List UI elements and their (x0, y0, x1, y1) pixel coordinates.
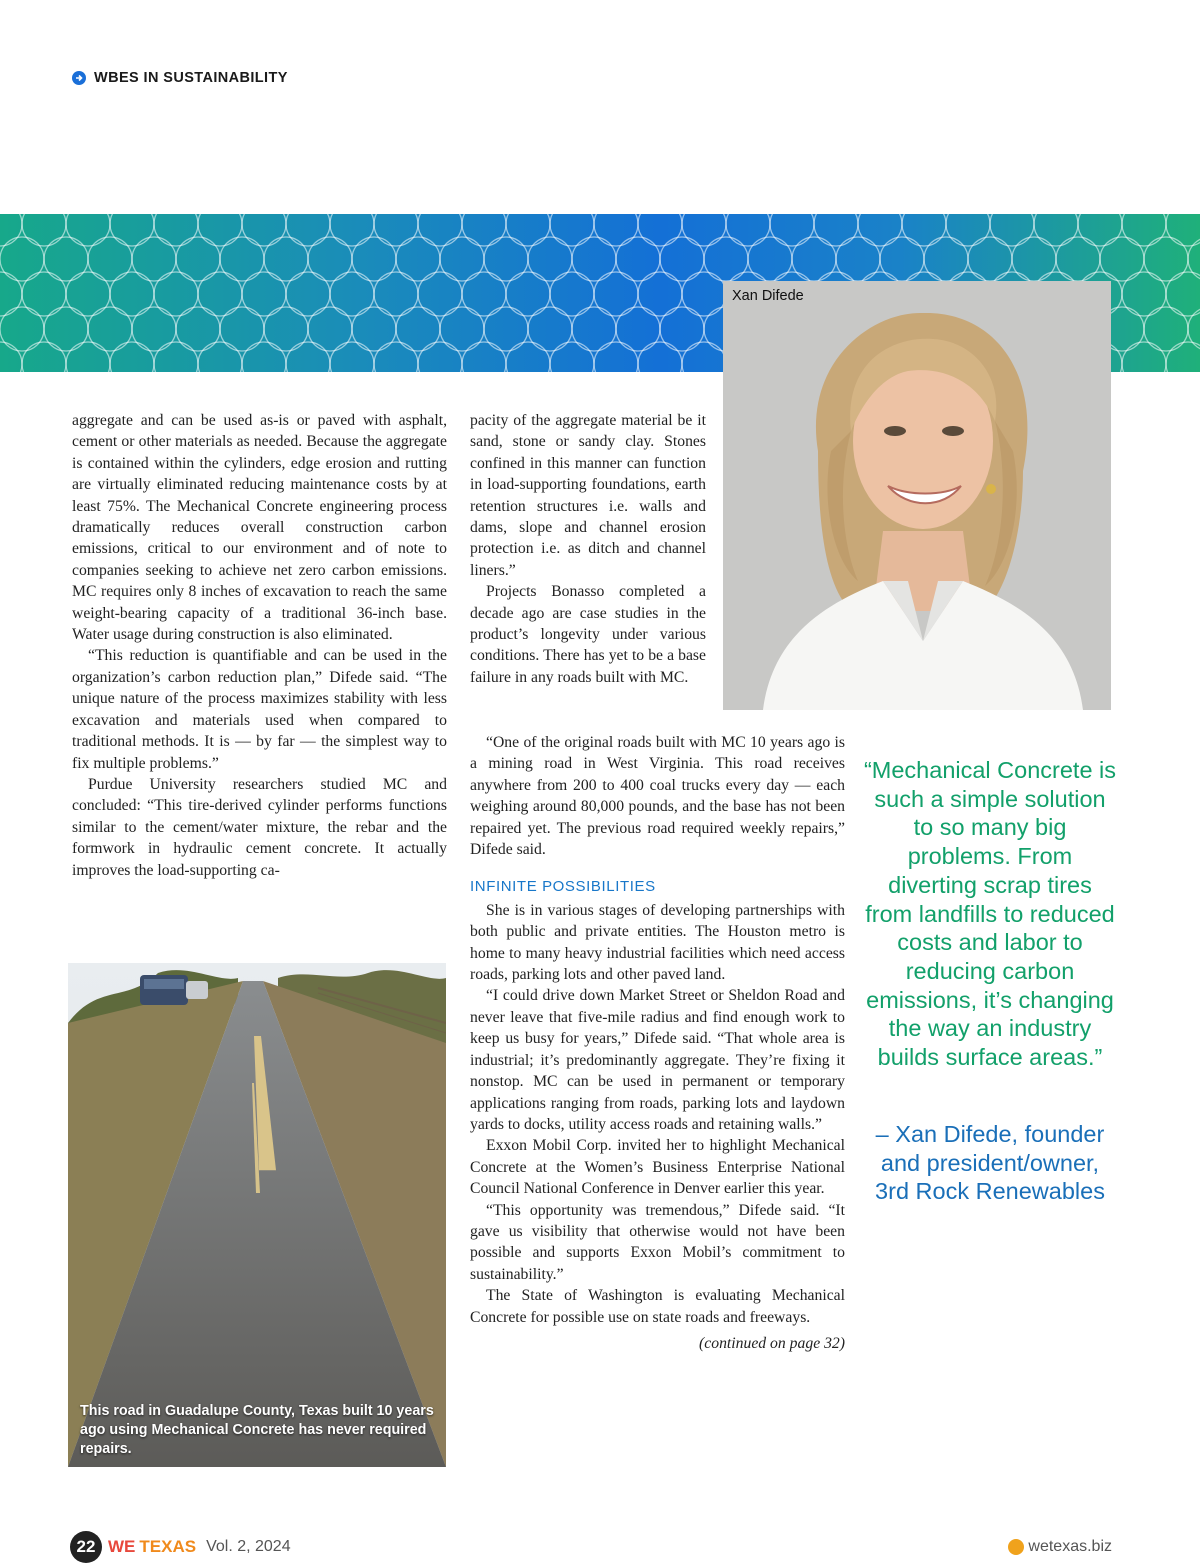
magazine-name-texas: TEXAS (139, 1537, 197, 1556)
paragraph: Projects Bonasso completed a decade ago are case studies in the product’s longevity under various conditions. There has yet to be a base failure in any roads built with MC. (470, 583, 706, 686)
section-subhead: INFINITE POSSIBILITIES (470, 878, 656, 896)
section-title: WBES IN SUSTAINABILITY (94, 70, 288, 86)
pattern-circle (572, 307, 616, 351)
pattern-circle (462, 272, 506, 316)
pattern-circle (572, 237, 616, 281)
pattern-circle (1100, 237, 1144, 281)
pattern-circle (616, 307, 660, 351)
arrow-right-icon (72, 71, 86, 85)
pattern-circle (374, 272, 418, 316)
pattern-circle (66, 214, 110, 246)
pattern-circle (66, 272, 110, 316)
pattern-circle (286, 342, 330, 372)
pattern-circle (1144, 237, 1188, 281)
pattern-circle (352, 307, 396, 351)
pattern-circle (550, 342, 594, 372)
pattern-circle (330, 214, 374, 246)
pattern-circle (0, 214, 22, 246)
pattern-circle (594, 214, 638, 246)
pattern-circle (1122, 342, 1166, 372)
article-column-2-wide (470, 732, 845, 1354)
pattern-circle (682, 342, 726, 372)
pattern-circle (1078, 214, 1122, 246)
pattern-circle (242, 342, 286, 372)
pattern-circle (176, 237, 220, 281)
paragraph: “This opportunity was tremendous,” Difede said. “It gave us visibility that otherwise would not have been possible and supports Exxon Mobil’s commitment to sustainability.” (470, 1201, 845, 1283)
continued-note: (continued on page 32) (699, 1334, 845, 1352)
pattern-circle (748, 237, 792, 281)
pattern-circle (638, 214, 682, 246)
pattern-circle (286, 272, 330, 316)
pattern-circle (550, 272, 594, 316)
pattern-circle (242, 272, 286, 316)
pattern-circle (1166, 214, 1200, 246)
paragraph: The State of Washington is evaluating Mechanical Concrete for possible use on state roads and freeways. (470, 1287, 845, 1326)
pattern-circle (528, 307, 572, 351)
paragraph: Exxon Mobil Corp. invited her to highlight Mechanical Concrete at the Women’s Business Enterprise National Council National Conference in Denver earlier this year. (470, 1137, 845, 1198)
pattern-circle (968, 237, 1012, 281)
pattern-circle (0, 307, 44, 351)
pattern-circle (946, 214, 990, 246)
pattern-circle (1034, 214, 1078, 246)
pattern-circle (880, 237, 924, 281)
magazine-name-we: WE (108, 1537, 136, 1556)
pattern-circle (110, 214, 154, 246)
pattern-circle (418, 214, 462, 246)
pattern-circle (176, 307, 220, 351)
pattern-circle (506, 214, 550, 246)
pattern-circle (484, 237, 528, 281)
pattern-circle (242, 214, 286, 246)
pattern-circle (660, 307, 704, 351)
pattern-circle (1122, 214, 1166, 246)
pattern-circle (220, 237, 264, 281)
pattern-circle (22, 342, 66, 372)
footer-masthead (70, 1531, 291, 1563)
pattern-circle (330, 272, 374, 316)
portrait-caption: Xan Difede (732, 288, 804, 304)
article-column-2-narrow (470, 410, 706, 688)
pattern-circle (396, 237, 440, 281)
website-link[interactable]: wetexas.biz (1028, 1538, 1112, 1555)
pull-quote-attribution: – Xan Difede, founder and president/owner, 3rd Rock Renewables (875, 1121, 1105, 1205)
pattern-circle (132, 307, 176, 351)
pattern-circle (374, 342, 418, 372)
pattern-circle (418, 272, 462, 316)
pattern-circle (110, 272, 154, 316)
pattern-circle (0, 342, 22, 372)
pattern-circle (550, 214, 594, 246)
pattern-circle (198, 214, 242, 246)
pattern-circle (110, 342, 154, 372)
pattern-circle (990, 214, 1034, 246)
pattern-circle (638, 342, 682, 372)
article-column-1 (72, 410, 447, 881)
pull-quote: “Mechanical Concrete is such a simple solution to so many big problems. From diverting scrap tires from landfills to reduced costs and labor to reducing carbon emissions, it’s changing the way an industry builds surface areas.” (863, 757, 1117, 1071)
pattern-circle (418, 342, 462, 372)
pattern-circle (374, 214, 418, 246)
paragraph: Purdue University researchers studied MC and concluded: “This tire-derived cylinder performs functions similar to the cement/water mixture, the rebar and the formwork in hydraulic cement concrete. It actually improves the load-supporting ca- (72, 775, 447, 879)
pattern-circle (506, 342, 550, 372)
pattern-circle (814, 214, 858, 246)
pattern-circle (286, 214, 330, 246)
pattern-circle (220, 307, 264, 351)
pattern-circle (0, 237, 44, 281)
pattern-circle (22, 214, 66, 246)
paragraph: “This reduction is quantifiable and can be used in the organization’s carbon reduction plan,” Difede said. “The unique nature of the process maximizes stability with less excavation and materials used when compared to traditional methods. It is — by far — the simplest way to fix multiple problems.” (72, 647, 447, 772)
pattern-circle (154, 272, 198, 316)
pattern-circle (396, 307, 440, 351)
pattern-circle (1122, 272, 1166, 316)
paragraph: She is in various stages of developing partnerships with both public and private entities. The Houston metro is home to many heavy industrial facilities which need access roads, parking lots and other paved land. (470, 901, 845, 984)
pattern-circle (462, 214, 506, 246)
paragraph: “One of the original roads built with MC 10 years ago is a mining road in West Virginia. This road receives anywhere from 200 to 400 coal trucks every day — each weighing around 80,000 pounds, and the base has not been repaired yet. The previous road required weekly repairs,” Difede said. (470, 734, 845, 859)
pattern-circle (330, 342, 374, 372)
pattern-circle (198, 272, 242, 316)
pattern-circle (792, 237, 836, 281)
pattern-circle (726, 214, 770, 246)
pattern-circle (352, 237, 396, 281)
pattern-circle (1056, 237, 1100, 281)
pattern-circle (902, 214, 946, 246)
pattern-circle (66, 342, 110, 372)
pattern-circle (616, 237, 660, 281)
pattern-circle (594, 272, 638, 316)
pattern-circle (594, 342, 638, 372)
pattern-circle (440, 307, 484, 351)
globe-icon (1008, 1539, 1024, 1555)
pattern-circle (682, 272, 726, 316)
pattern-circle (682, 214, 726, 246)
volume-label: Vol. 2, 2024 (206, 1538, 291, 1555)
pattern-circle (462, 342, 506, 372)
pattern-circle (308, 307, 352, 351)
pattern-circle (1166, 342, 1200, 372)
pattern-circle (44, 237, 88, 281)
pattern-circle (308, 237, 352, 281)
pattern-circle (154, 342, 198, 372)
pattern-circle (660, 237, 704, 281)
pattern-circle (506, 272, 550, 316)
pattern-circle (264, 307, 308, 351)
pattern-circle (440, 237, 484, 281)
paragraph: pacity of the aggregate material be it sand, stone or sandy clay. Stones confined in this manner can function in load-supporting foundations, earth retention structures i.e. walls and dams, slope and channel erosion protection i.e. as ditch and channel liners.” (470, 412, 706, 579)
pattern-circle (924, 237, 968, 281)
page-number: 22 (70, 1531, 102, 1563)
pattern-circle (770, 214, 814, 246)
pattern-circle (836, 237, 880, 281)
pattern-circle (1012, 237, 1056, 281)
road-photo-caption: This road in Guadalupe County, Texas built 10 years ago using Mechanical Concrete has never required repairs. (80, 1403, 434, 1457)
footer-website[interactable] (1008, 1538, 1112, 1556)
pattern-circle (528, 237, 572, 281)
paragraph: aggregate and can be used as-is or paved with asphalt, cement or other materials as needed. Because the aggregate is contained within the cylinders, edge erosion and rutting are virtually eliminated reducing maintenance costs by at least 75%. The Mechanical Concrete engineering process dramatically reduces overall construction carbon emissions, critical to our environment and of note to companies seeking to achieve net zero carbon emissions. MC requires only 8 inches of excavation to reach the same weight-bearing capacity of a traditional 36-inch base. Water usage during construction is also eliminated. (72, 412, 447, 644)
pattern-circle (22, 272, 66, 316)
pattern-circle (88, 307, 132, 351)
pattern-circle (1166, 272, 1200, 316)
road-photo (68, 963, 446, 1467)
pattern-circle (44, 307, 88, 351)
pattern-circle (198, 342, 242, 372)
pattern-circle (704, 237, 748, 281)
pattern-circle (154, 214, 198, 246)
paragraph: “I could drive down Market Street or Sheldon Road and never leave that five-mile radius and find enough work to keep us busy for years,” Difede said. “That whole area is industrial; it’s predominantly aggregate. They’re fixing it nonstop. MC can be used in permanent or temporary applications ranging from roads, parking lots and laydown yards to docks, utility access roads and retaining walls.” (470, 987, 845, 1133)
pattern-circle (1144, 307, 1188, 351)
pattern-circle (88, 237, 132, 281)
pattern-circle (132, 237, 176, 281)
pattern-circle (484, 307, 528, 351)
pattern-circle (264, 237, 308, 281)
pattern-circle (638, 272, 682, 316)
portrait-photo (723, 281, 1111, 710)
pattern-circle (858, 214, 902, 246)
section-label (72, 70, 288, 86)
